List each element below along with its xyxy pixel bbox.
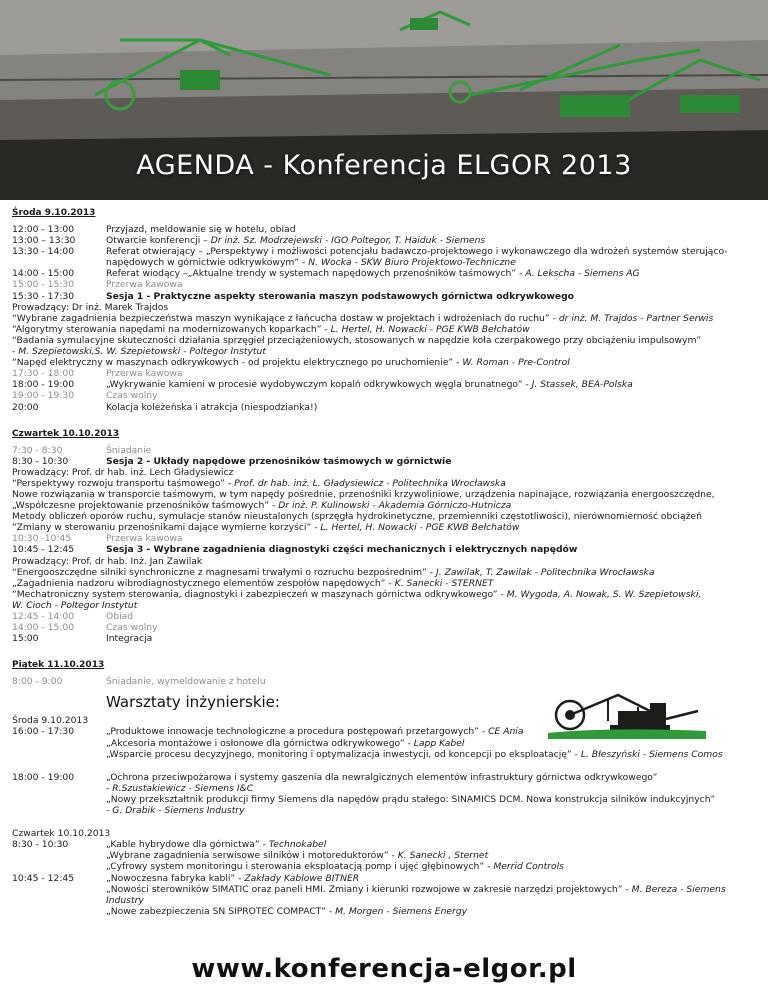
time: 15:00 - 15:30 [12, 279, 75, 291]
description: Sesja 2 - Układy napędowe przenośników taśmowych w górnictwie [106, 455, 452, 467]
description: Przerwa kawowa [106, 533, 183, 545]
author: K. Sanecki , Sternet [397, 850, 489, 862]
author: L. Hertel, H. Nowacki - PGE KWB Bełchatów [330, 323, 530, 335]
day-heading-wednesday: Środa 9.10.2013 [12, 208, 96, 218]
author: N. Wocka - SKW Biuro Projektowo-Techniczne [308, 257, 516, 269]
schedule-row [12, 390, 760, 401]
schedule-row [12, 379, 760, 390]
description: Sesja 1 - Praktyczne aspekty sterowania maszyn podstawowych górnictwa odkrywkowego [106, 290, 574, 302]
paper-item: “Napęd elektryczny w maszynach odkrywkowych - od projektu elektrycznego po uruchomienie” - W. Roman - Pre-Control [12, 357, 570, 369]
agenda-title: AGENDA - Konferencja ELGOR 2013 [136, 150, 632, 181]
author: R.Szustakiewicz - Siemens I&C [112, 782, 254, 794]
time: 8:30 - 10:30 [12, 839, 69, 851]
schedule-row [12, 224, 760, 235]
moderator: Prowadzący: Dr inż. Marek Trajdos [12, 301, 169, 313]
day1-papers [12, 313, 760, 368]
paper-item: “Badania symulacyjne skuteczności działania sprzęgieł przeciążeniowych, stosowanych w napędzie koła czerpakowego przy obciążeniu impulsowym” [12, 334, 702, 346]
schedule-row [12, 622, 760, 633]
day2-schedule [12, 445, 760, 467]
description: „Wykrywanie kamieni w procesie wydobywczym kopalń odkrywkowych węgla brunatnego” - J. Stassek, BEA-Polska [106, 379, 633, 391]
time: 19:00 - 19:30 [12, 390, 75, 402]
workshop-block [12, 873, 760, 917]
schedule-row [12, 368, 760, 379]
schedule-row [12, 533, 760, 544]
time: 17:30 - 18:00 [12, 368, 75, 380]
description: Śniadanie [106, 444, 152, 456]
author: J. Stassek, BEA-Polska [531, 379, 633, 391]
paper-item: Nowe rozwiązania w transporcie taśmowym, w tym napędy pośrednie, przenośniki krzywoliniowe, urządzenia napinające, rozwiązania energooszczędne, [12, 488, 715, 500]
paper-item: „Wsparcie procesu decyzyjnego, monitoring i optymalizacja inwestycji, od koncepcji po eksploatację” - L. Błeszyński - Siemens Comos [106, 748, 723, 760]
day-heading-thursday: Czwartek 10.10.2013 [12, 428, 120, 439]
time: 20:00 [12, 401, 39, 413]
workshop-list [106, 873, 760, 917]
time: 15:30 - 17:30 [12, 290, 75, 302]
paper-item: “Wybrane zagadnienia bezpieczeństwa maszyn wynikające z łańcucha dostaw w projektach i wdrożeniach do ruchu” - dr inż. M. Trajdos - Partner Serwis [12, 312, 714, 324]
schedule-row [12, 291, 760, 302]
paper-item: „Zagadnienia nadzoru wibrodiagnostycznego elementów zespołów napędowych” - K. Sanecki - STERNET [12, 577, 494, 589]
schedule-row [12, 268, 760, 279]
paper-item: „Nowoczesna fabryka kabli” - Zakłady Kablowe BITNER [106, 872, 360, 884]
description: Integracja [106, 633, 153, 645]
description: Referat otwierający – „Perspektywy i możliwości potencjału badawczo-projektowego i wykonawczego dla wdrożeń systemów sterująco-napędowych w górnictwie odkrywkowym” - N. Wocka - SKW Biuro Projektowo-Techniczne [106, 246, 728, 269]
day2-papers-session3 [12, 567, 760, 611]
description: Czas wolny [106, 622, 158, 634]
schedule-row [12, 402, 760, 413]
time: 18:00 - 19:00 [12, 771, 75, 783]
paper-item: „Nowości sterowników SIMATIC oraz paneli HMI. Zmiany i kierunki rozwojowe w zakresie narzędzi projektowych” - M. Bereza - Siemens Industry [106, 883, 726, 906]
conference-url[interactable]: www.konferencja-elgor.pl [191, 954, 577, 984]
time: 13:30 - 14:00 [12, 246, 75, 258]
description: Śniadanie, wymeldowanie z hotelu [106, 676, 266, 688]
author: L. Błeszyński - Siemens Comos [580, 748, 723, 760]
paper-item: „Nowy przekształtnik produkcji firmy Siemens dla napędów prądu stałego: SINAMICS DCM. Nowa konstrukcja silników indukcyjnych” [106, 793, 716, 805]
author: M. Morgen - Siemens Energy [335, 905, 468, 917]
author: J. Zawilak, T. Zawilak - Politechnika Wrocławska [436, 566, 655, 578]
author: G. Drabik - Siemens Industry [112, 805, 245, 817]
time: 10:45 - 12:45 [12, 544, 75, 556]
agenda-content [12, 206, 760, 917]
excavator-logo-icon [548, 681, 706, 739]
workshop-list [106, 839, 760, 872]
description: Obiad [106, 611, 134, 622]
day1-schedule [12, 224, 760, 302]
schedule-row [12, 235, 760, 246]
day2-papers [12, 478, 760, 533]
description: Kolacja koleżeńska i atrakcja (niespodzianka!) [106, 401, 318, 413]
author: M. Szepietowski,S. W. Szepietowski - Poltegor Instytut [18, 346, 266, 358]
author: K. Sanecki - STERNET [394, 577, 494, 589]
time: 10:45 - 12:45 [12, 872, 75, 884]
workshop-day-wednesday: Środa 9.10.2013 [12, 715, 89, 727]
time: 8:30 - 10:30 [12, 455, 69, 467]
author: M. Bereza - Siemens Industry [106, 883, 726, 906]
description: Przyjazd, meldowanie się w hotelu, obiad [106, 224, 296, 235]
paper-item: „Współczesne projektowanie przenośników taśmowych” - Dr inż. P. Kulinowski - Akademia Górniczo-Hutnicza [12, 500, 512, 512]
paper-item: „Cyfrowy system monitoringu i sterowania eksploatacją pomp i ujęć głębinowych” - Merrid Controls [106, 861, 564, 873]
author: W. Roman - Pre-Control [462, 357, 570, 369]
workshop-block [12, 772, 760, 816]
author: M. Wygoda, A. Nowak, S. W. Szepietowski, [506, 588, 702, 600]
moderator: Prowadzący: Prof. dr hab. Inż. Jan Zawilak [12, 555, 203, 567]
author: L. Hertel, H. Nowacki - PGE KWB Bełchatów [320, 522, 520, 534]
paper-item: „Akcesoria montażowe i osłonowe dla górnictwa odkrywkowego” - Lapp Kabel [106, 737, 465, 749]
schedule-row [12, 456, 760, 467]
paper-item: „Kable hybrydowe dla górnictwa” - Technokabel [106, 839, 327, 851]
description: Przerwa kawowa [106, 368, 183, 380]
moderator: Prowadzący: Prof. dr hab. inż. Lech Gładysiewicz [12, 466, 234, 478]
time: 7:30 - 8:30 [12, 444, 63, 456]
author: dr inż. M. Trajdos - Partner Serwis [558, 312, 714, 324]
author: Zakłady Kablowe BITNER [244, 872, 360, 884]
paper-item: “Energooszczędne silniki synchroniczne z magnesami trwałymi o rozruchu bezpośrednim” - J. Zawilak, T. Zawilak - Politechnika Wrocławska [12, 566, 655, 578]
author: Merrid Controls [493, 861, 564, 873]
paper-item: „Nowe zabezpieczenia SN SIPROTEC COMPACT” - M. Morgen - Siemens Energy [106, 905, 468, 917]
description: Czas wolny [106, 390, 158, 402]
time: 16:00 - 17:30 [12, 726, 75, 738]
description: Przerwa kawowa [106, 279, 183, 291]
paper-item: - M. Szepietowski,S. W. Szepietowski - Poltegor Instytut [12, 346, 266, 358]
author: A. Lekscha - Siemens AG [525, 268, 640, 280]
workshop-list [106, 772, 760, 816]
time: 13:00 – 13:30 [12, 235, 76, 247]
header-banner [0, 0, 768, 200]
day1-schedule-evening [12, 368, 760, 412]
paper-item: „Wybrane zagadnienia serwisowe silników i motoreduktorów” - K. Sanecki , Sternet [106, 850, 489, 862]
schedule-row [12, 633, 760, 644]
time: 14:00 - 15:00 [12, 268, 75, 280]
workshops-title: Warsztaty inżynierskie: [106, 693, 280, 712]
author: Lapp Kabel [413, 737, 465, 749]
description: Sesja 3 - Wybrane zagadnienia diagnostyki części mechanicznych i elektrycznych napędów [106, 544, 578, 556]
time: 15:00 [12, 633, 39, 645]
description: Otwarcie konferencji – Dr inż. Sz. Modrzejewski - IGO Poltegor, T. Haiduk - Siemens [106, 235, 486, 247]
paper-item: „Ochrona przeciwpożarowa i systemy gaszenia dla newralgicznych elementów infrastruktury górnictwa odkrywkowego” [106, 771, 658, 783]
schedule-row [12, 544, 760, 555]
paper-item: “Algorytmy sterowania napędami na modernizowanych koparkach” - L. Hertel, H. Nowacki - PGE KWB Bełchatów [12, 323, 530, 335]
time: 14:00 - 15:00 [12, 622, 75, 634]
paper-item: Metody obliczeń oporów ruchu, symulacje stanów nieustalonych (sprzęgła hydrokinetyczne, przemienniki częstotliwości), nierównomierność obciążeń [12, 511, 702, 523]
paper-item: “Mechatroniczny system sterowania, diagnostyki i zabezpieczeń w maszynach górnictwa odkrywkowego” - M. Wygoda, A. Nowak, S. W. Szepietowski, [12, 588, 702, 600]
author: W. Cioch - Poltegor Instytut [12, 599, 138, 611]
author: CE Ania [488, 726, 524, 738]
author: Dr inż. P. Kulinowski - Akademia Górniczo-Hutnicza [278, 500, 512, 512]
time: 12:45 - 14:00 [12, 611, 75, 622]
time: 18:00 - 19:00 [12, 379, 75, 391]
day2-schedule-midday [12, 533, 760, 555]
paper-item [12, 600, 760, 611]
time: 8:00 - 9:00 [12, 676, 63, 688]
workshop-block [12, 839, 760, 872]
description: Referat wiodący –„Aktualne trendy w systemach napędowych przenośników taśmowych” - A. Lekscha - Siemens AG [106, 268, 640, 280]
schedule-row [12, 445, 760, 456]
author: Dr inż. Sz. Modrzejewski - IGO Poltegor, T. Haiduk - Siemens [210, 235, 486, 247]
schedule-row [12, 279, 760, 290]
paper-item: “Perspektywy rozwoju transportu taśmowego” - Prof. dr hab. inż. L. Gładysiewicz - Politechnika Wrocławska [12, 477, 506, 489]
author: Technokabel [268, 839, 327, 851]
paper-item: - R.Szustakiewicz - Siemens I&C [106, 782, 254, 794]
author: Prof. dr hab. inż. L. Gładysiewicz - Politechnika Wrocławska [234, 477, 506, 489]
day2-schedule-afternoon [12, 611, 760, 644]
paper-item: “Zmiany w sterowaniu przenośnikami dające wymierne korzyści” - L. Hertel, H. Nowacki - PGE KWB Bełchatów [12, 522, 520, 534]
day-heading-friday: Piątek 11.10.2013 [12, 660, 105, 671]
workshop-day-thursday: Czwartek 10.10.2013 [12, 828, 111, 840]
schedule-row [12, 246, 760, 268]
time: 12:00 - 13:00 [12, 224, 75, 235]
paper-item: - G. Drabik - Siemens Industry [106, 805, 245, 817]
paper-item: „Produktowe innowacje technologiczne a procedura postępowań przetargowych” - CE Ania [106, 726, 524, 738]
schedule-row [12, 611, 760, 622]
time: 10:30 -10:45 [12, 533, 72, 545]
